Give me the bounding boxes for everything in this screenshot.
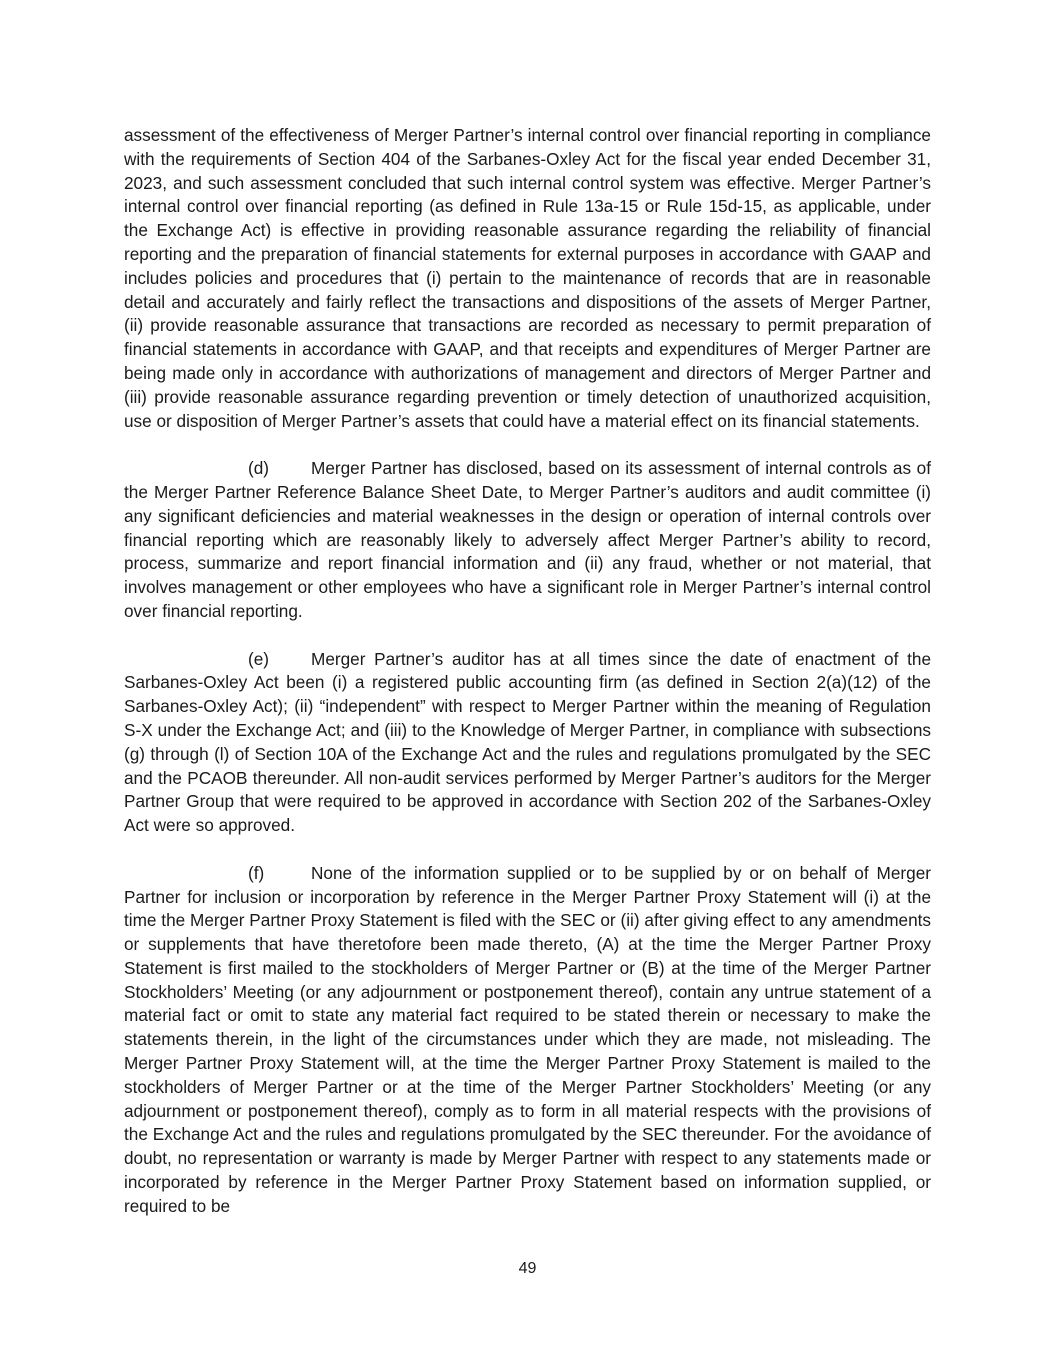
paragraph-e	[124, 648, 931, 838]
page-number: 49	[518, 1260, 537, 1277]
paragraph-text: Merger Partner’s auditor has at all times since the date of enactment of the Sarbanes-Oxley Act been (i) a registered public accounting firm (as defined in Section 2(a)(12) of the Sarbanes-Oxley Act); (ii) “independent” with respect to Merger Partner within the meaning of Regulation S-X under the Exchange Act; and (iii) to the Knowledge of Merger Partner, in compliance with subsections (g) through (l) of Section 10A of the Exchange Act and the rules and regulations promulgated by the SEC and the PCAOB thereunder. All non-audit services performed by Merger Partner’s auditors for the Merger Partner Group that were required to be approved in accordance with Section 202 of the Sarbanes-Oxley Act were so approved.	[124, 648, 931, 836]
paragraph-label: (e)	[248, 648, 270, 669]
paragraph-d	[124, 457, 931, 624]
paragraph-label: (d)	[248, 458, 270, 479]
paragraph-text: Merger Partner has disclosed, based on its assessment of internal controls as of the Merger Partner Reference Balance Sheet Date, to Merger Partner’s auditors and audit committee (i) any significant deficiencies and material weaknesses in the design or operation of internal controls over financial reporting which are reasonably likely to adversely affect Merger Partner’s ability to record, process, summarize and report financial information and (ii) any fraud, whether or not material, that involves management or other employees who have a significant role in Merger Partner’s internal control over financial reporting.	[124, 458, 931, 621]
paragraph-text: None of the information supplied or to be supplied by or on behalf of Merger Partner for inclusion or incorporation by reference in the Merger Partner Proxy Statement will (i) at the time the Merger Partner Proxy Statement is filed with the SEC or (ii) after giving effect to any amendments or supplements that have theretofore been made thereto, (A) at the time the Merger Partner Proxy Statement is first mailed to the stockholders of Merger Partner or (B) at the time of the Merger Partner Stockholders’ Meeting (or any adjournment or postponement thereof), contain any untrue statement of a material fact or omit to state any material fact required to be stated therein or necessary to make the statements therein, in the light of the circumstances under which they are made, not misleading. The Merger Partner Proxy Statement will, at the time the Merger Partner Proxy Statement is mailed to the stockholders of Merger Partner or at the time of the Merger Partner Stockholders’ Meeting (or any adjournment or postponement thereof), comply as to form in all material respects with the provisions of the Exchange Act and the rules and regulations promulgated by the SEC thereunder. For the avoidance of doubt, no representation or warranty is made by Merger Partner with respect to any statements made or incorporated by reference in the Merger Partner Proxy Statement based on information supplied, or required to be	[124, 862, 931, 1216]
paragraph-text: assessment of the effectiveness of Merger Partner’s internal control over financial reporting in compliance with the requirements of Section 404 of the Sarbanes-Oxley Act for the fiscal year ended December 31, 2023, and such assessment concluded that such internal control system was effective. Merger Partner’s internal control over financial reporting (as defined in Rule 13a-15 or Rule 15d-15, as applicable, under the Exchange Act) is effective in providing reasonable assurance regarding the reliability of financial reporting and the preparation of financial statements for external purposes in accordance with GAAP and includes policies and procedures that (i) pertain to the maintenance of records that are in reasonable detail and accurately and fairly reflect the transactions and dispositions of the assets of Merger Partner, (ii) provide reasonable assurance that transactions are recorded as necessary to permit preparation of financial statements in accordance with GAAP, and that receipts and expenditures of Merger Partner are being made only in accordance with authorizations of management and directors of Merger Partner and (iii) provide reasonable assurance regarding prevention or timely detection of unauthorized acquisition, use or disposition of Merger Partner’s assets that could have a material effect on its financial statements.	[124, 125, 931, 431]
paragraph-f	[124, 862, 931, 1219]
document-page	[124, 124, 931, 1242]
paragraph-continuation	[124, 124, 931, 433]
paragraph-label: (f)	[248, 862, 265, 883]
